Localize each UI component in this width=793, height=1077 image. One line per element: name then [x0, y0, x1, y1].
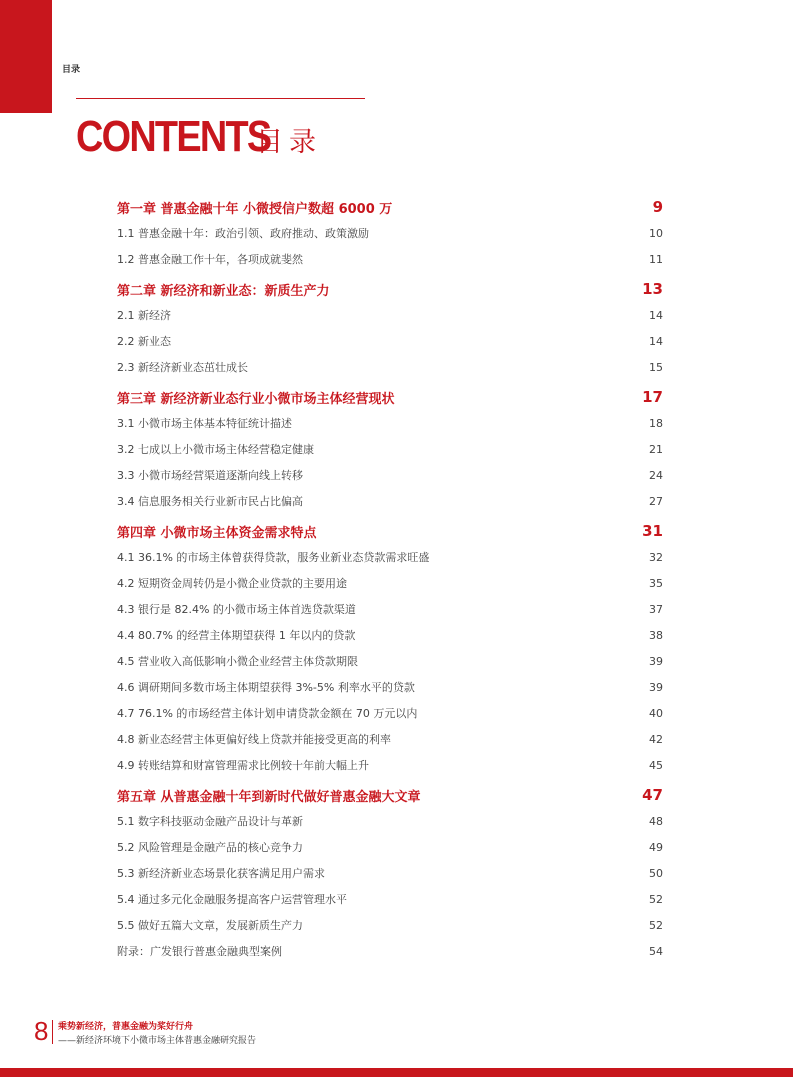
- toc-entry-title: 4.4 80.7% 的经营主体期望获得 1 年以内的贷款: [117, 629, 356, 642]
- toc-chapter-title: 第二章 新经济和新业态：新质生产力: [117, 283, 330, 299]
- toc-entry-title: 2.1 新经济: [117, 309, 171, 322]
- toc-entry[interactable]: [117, 246, 663, 272]
- toc-entry[interactable]: [117, 436, 663, 462]
- footer-divider: [52, 1020, 53, 1044]
- table-of-contents: [117, 194, 663, 964]
- toc-entry-title: 4.5 营业收入高低影响小微企业经营主体贷款期限: [117, 655, 358, 668]
- toc-entry[interactable]: [117, 462, 663, 488]
- toc-entry-title: 4.2 短期资金周转仍是小微企业贷款的主要用途: [117, 577, 347, 590]
- toc-entry-page: 38: [649, 628, 663, 642]
- toc-entry-page: 27: [649, 494, 663, 508]
- toc-entry-page: 14: [649, 334, 663, 348]
- toc-entry-page: 32: [649, 550, 663, 564]
- toc-entry-title: 4.6 调研期间多数市场主体期望获得 3%-5% 利率水平的贷款: [117, 681, 415, 694]
- toc-chapter-page: 47: [642, 786, 663, 804]
- toc-entry-title: 4.1 36.1% 的市场主体曾获得贷款，服务业新业态贷款需求旺盛: [117, 551, 430, 564]
- toc-chapter[interactable]: [117, 384, 663, 410]
- toc-entry[interactable]: [117, 544, 663, 570]
- footer-report-subtitle: ——新经济环境下小微市场主体普惠金融研究报告: [58, 1036, 257, 1046]
- toc-entry[interactable]: [117, 220, 663, 246]
- toc-entry-title: 1.2 普惠金融工作十年，各项成就斐然: [117, 253, 303, 266]
- toc-entry-page: 52: [649, 918, 663, 932]
- toc-entry-title: 4.3 银行是 82.4% 的小微市场主体首选贷款渠道: [117, 603, 356, 616]
- toc-entry[interactable]: [117, 938, 663, 964]
- footer-report-title: 乘势新经济，普惠金融为桨好行舟: [58, 1022, 194, 1032]
- toc-entry[interactable]: [117, 354, 663, 380]
- title-english: CONTENTS: [76, 112, 271, 161]
- toc-entry[interactable]: [117, 726, 663, 752]
- toc-entry-page: 54: [649, 944, 663, 958]
- toc-entry[interactable]: [117, 596, 663, 622]
- toc-entry-page: 21: [649, 442, 663, 456]
- toc-chapter-page: 9: [652, 198, 663, 216]
- toc-entry[interactable]: [117, 808, 663, 834]
- title-chinese: 目录: [256, 127, 322, 158]
- toc-entry-page: 35: [649, 576, 663, 590]
- toc-entry-page: 45: [649, 758, 663, 772]
- toc-entry[interactable]: [117, 752, 663, 778]
- bottom-red-strip: [0, 1068, 793, 1077]
- toc-entry[interactable]: [117, 622, 663, 648]
- toc-entry-page: 15: [649, 360, 663, 374]
- toc-entry-page: 11: [649, 252, 663, 266]
- toc-entry[interactable]: [117, 410, 663, 436]
- toc-chapter-page: 17: [642, 388, 663, 406]
- toc-entry[interactable]: [117, 328, 663, 354]
- page-title: [76, 112, 322, 162]
- toc-entry[interactable]: [117, 648, 663, 674]
- toc-entry-page: 50: [649, 866, 663, 880]
- toc-entry-title: 3.2 七成以上小微市场主体经营稳定健康: [117, 443, 314, 456]
- toc-entry-page: 37: [649, 602, 663, 616]
- corner-red-block: [0, 0, 52, 113]
- toc-entry-title: 5.4 通过多元化金融服务提高客户运营管理水平: [117, 893, 347, 906]
- toc-entry-page: 10: [649, 226, 663, 240]
- toc-entry[interactable]: [117, 886, 663, 912]
- toc-chapter[interactable]: [117, 276, 663, 302]
- toc-entry-page: 42: [649, 732, 663, 746]
- toc-entry-page: 14: [649, 308, 663, 322]
- toc-entry[interactable]: [117, 834, 663, 860]
- toc-entry-page: 39: [649, 680, 663, 694]
- toc-chapter[interactable]: [117, 782, 663, 808]
- title-rule: [76, 98, 365, 99]
- toc-entry-title: 5.1 数字科技驱动金融产品设计与革新: [117, 815, 303, 828]
- toc-entry-page: 52: [649, 892, 663, 906]
- toc-entry-title: 4.7 76.1% 的市场经营主体计划申请贷款金额在 70 万元以内: [117, 707, 418, 720]
- toc-entry-page: 39: [649, 654, 663, 668]
- toc-chapter[interactable]: [117, 194, 663, 220]
- toc-entry-title: 2.2 新业态: [117, 335, 171, 348]
- toc-entry-title: 3.4 信息服务相关行业新市民占比偏高: [117, 495, 303, 508]
- toc-entry-title: 5.3 新经济新业态场景化获客满足用户需求: [117, 867, 325, 880]
- toc-chapter-title: 第三章 新经济新业态行业小微市场主体经营现状: [117, 391, 395, 407]
- toc-entry-page: 24: [649, 468, 663, 482]
- toc-entry-title: 1.1 普惠金融十年：政治引领、政府推动、政策激励: [117, 227, 369, 240]
- toc-entry-title: 4.8 新业态经营主体更偏好线上贷款并能接受更高的利率: [117, 733, 391, 746]
- toc-chapter-title: 第五章 从普惠金融十年到新时代做好普惠金融大文章: [117, 789, 421, 805]
- toc-entry-title: 3.3 小微市场经营渠道逐渐向线上转移: [117, 469, 303, 482]
- toc-chapter-page: 13: [642, 280, 663, 298]
- toc-entry[interactable]: [117, 912, 663, 938]
- toc-entry-page: 18: [649, 416, 663, 430]
- toc-entry-title: 2.3 新经济新业态茁壮成长: [117, 361, 248, 374]
- toc-chapter-title: 第四章 小微市场主体资金需求特点: [117, 525, 317, 541]
- toc-entry[interactable]: [117, 488, 663, 514]
- toc-entry[interactable]: [117, 700, 663, 726]
- toc-entry[interactable]: [117, 860, 663, 886]
- toc-entry-page: 48: [649, 814, 663, 828]
- toc-entry-title: 3.1 小微市场主体基本特征统计描述: [117, 417, 292, 430]
- toc-entry-title: 4.9 转账结算和财富管理需求比例较十年前大幅上升: [117, 759, 369, 772]
- section-tag: 目录: [62, 65, 81, 75]
- toc-entry-page: 49: [649, 840, 663, 854]
- toc-entry-title: 5.2 风险管理是金融产品的核心竞争力: [117, 841, 303, 854]
- toc-entry-title: 5.5 做好五篇大文章，发展新质生产力: [117, 919, 303, 932]
- toc-entry[interactable]: [117, 674, 663, 700]
- toc-entry-page: 40: [649, 706, 663, 720]
- toc-chapter-page: 31: [642, 522, 663, 540]
- toc-entry-title: 附录：广发银行普惠金融典型案例: [117, 945, 282, 958]
- footer-page-number: 8: [34, 1016, 49, 1046]
- toc-entry[interactable]: [117, 302, 663, 328]
- toc-chapter-title: 第一章 普惠金融十年 小微授信户数超 6000 万: [117, 201, 393, 217]
- toc-chapter[interactable]: [117, 518, 663, 544]
- toc-entry[interactable]: [117, 570, 663, 596]
